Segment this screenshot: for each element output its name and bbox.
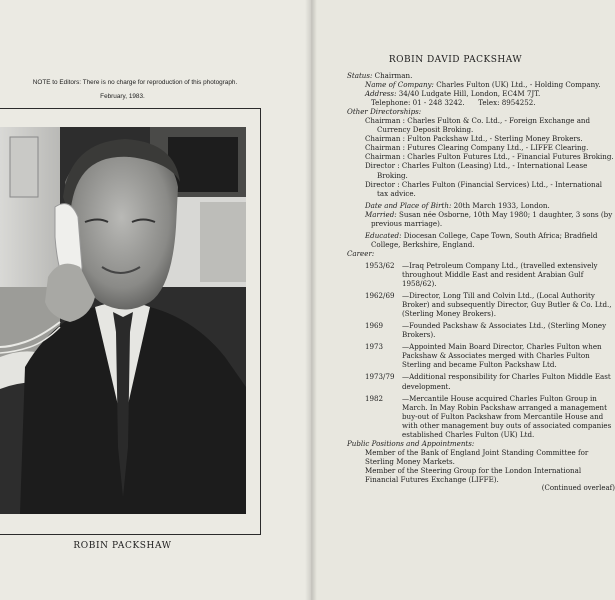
career-entry: 1973/79 —Additional responsibility for Charles Fulton Middle East development. (365, 372, 611, 391)
public-positions-heading: Public Positions and Appointments: (347, 438, 475, 448)
photo-caption: ROBIN PACKSHAW (73, 541, 172, 551)
career-entry: 1973 —Appointed Main Board Director, Charles Fulton when Packshaw & Associates merged with Charles Fulton Sterling and became Fulton Packshaw Ltd. (365, 342, 602, 370)
directorship-item: Chairman : Futures Clearing Company Ltd., - LIFFE Clearing. (365, 143, 589, 153)
career-entry: 1982 —Mercantile House acquired Charles Fulton Group in March. In May Robin Packshaw arranged a management buy-out of Fulton Packshaw from Mercantile House and with other management buy outs of associated companies established Charles Fulton (UK) Ltd. (365, 393, 612, 439)
portrait-photo (0, 127, 246, 514)
page-gutter (305, 0, 317, 600)
address-line: Address: 34/40 Ludgate Hill, London, EC4M 7JT. Telephone: 01 - 248 3242. Telex: 8954252. (365, 89, 541, 108)
career-heading: Career: (347, 248, 375, 258)
continued-overleaf: (Continued overleaf) (541, 484, 615, 493)
career-entry: 1969 —Founded Packshaw & Associates Ltd., (Sterling Money Brokers). (365, 321, 607, 340)
public-position-item: Member of the Steering Group for the London International Financial Futures Exchange (LIFFE). (365, 465, 582, 484)
directorship-item: Director : Charles Fulton (Leasing) Ltd., - International Lease Broking. (365, 161, 588, 180)
editors-note: NOTE to Editors: There is no charge for reproduction of this photograph. (32, 79, 238, 86)
public-position-item: Member of the Bank of England Joint Standing Committee for Sterling Money Markets. (365, 447, 589, 466)
directorships-heading: Other Directorships: (347, 107, 422, 117)
status-line: Status: Chairman. (347, 71, 413, 80)
release-date: February, 1983. (100, 93, 145, 100)
biography-title: ROBIN DAVID PACKSHAW (388, 55, 523, 65)
right-page (311, 0, 615, 600)
career-entry: 1953/62 —Iraq Petroleum Company Ltd., (travelled extensively throughout Middle East and resident Arabian Gulf 1958/62). (365, 260, 598, 289)
educated-line: Educated: Diocesan College, Cape Town, South Africa; Bradfield College, Berkshire, England. (365, 230, 598, 249)
company-line: Name of Company: Charles Fulton (UK) Ltd., - Holding Company. (365, 80, 601, 90)
directorship-item: Chairman : Fulton Packshaw Ltd., - Sterling Money Brokers. (365, 134, 583, 144)
directorship-item: Chairman : Charles Fulton Futures Ltd., - Financial Futures Broking. (365, 152, 614, 162)
directorship-item: Chairman : Charles Fulton & Co. Ltd., - Foreign Exchange and Currency Deposit Broking. (365, 116, 591, 135)
married-line: Married: Susan née Osborne, 10th May 1980; 1 daughter, 3 sons (by previous marriage). (365, 209, 613, 228)
biography-body (347, 71, 615, 493)
career-entry: 1962/69 —Director, Long Till and Colvin Ltd., (Local Authority Broker) and subsequently Director, Guy Butler & Co. Ltd., (Sterling Money Brokers). (365, 291, 612, 319)
portrait-image (0, 127, 246, 514)
birth-line: Date and Place of Birth: 20th March 1933, London. (365, 200, 550, 210)
directorship-item: Director : Charles Fulton (Financial Services) Ltd., - International tax advice. (365, 179, 603, 198)
